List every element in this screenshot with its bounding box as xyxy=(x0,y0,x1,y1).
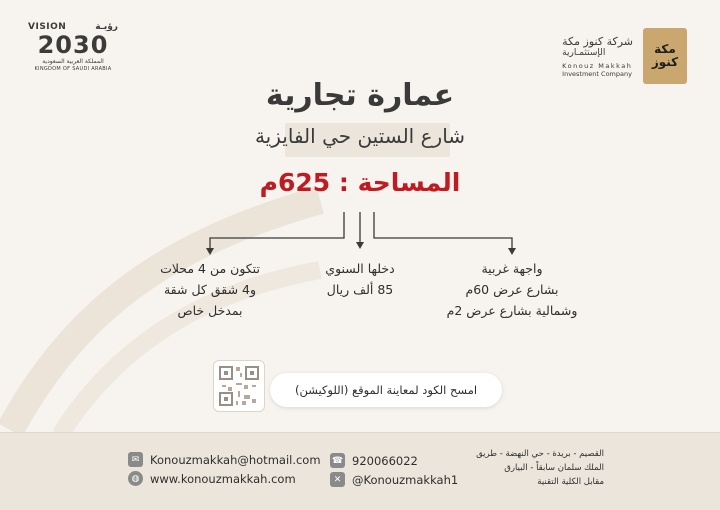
company-mark xyxy=(643,28,687,84)
email-text: Konouzmakkah@hotmail.com xyxy=(150,452,321,467)
feature-line: وشمالية بشارع عرض 2م xyxy=(446,303,578,318)
footer-website[interactable] xyxy=(128,471,296,486)
feature-line: بشارع عرض 60م xyxy=(465,282,559,297)
phone-icon: ☎ xyxy=(330,453,345,468)
feature-line: 85 ألف ريال xyxy=(326,282,394,297)
connector-lines xyxy=(0,200,720,260)
footer-phone[interactable] xyxy=(330,453,418,468)
company-name-en: Konouz Makkah xyxy=(562,61,633,70)
company-mark-line-1: مكة xyxy=(654,42,676,56)
feature-line: تتكون من 4 محلات xyxy=(160,261,260,276)
feature-line: دخلها السنوي xyxy=(325,261,395,276)
qr-code-icon xyxy=(214,361,264,411)
listing-area: المساحة : 625م xyxy=(259,168,461,197)
vision-label: VISION xyxy=(28,22,67,32)
qr-instruction: امسح الكود لمعاينة الموقع (اللوكيشن) xyxy=(270,373,502,407)
company-logo xyxy=(562,28,687,84)
feature-income xyxy=(290,258,430,300)
company-name-ar: شركة كنوز مكة xyxy=(562,34,633,48)
footer-address xyxy=(464,447,604,489)
listing-subtitle: شارع الستين حي الفايزية xyxy=(254,124,466,148)
address-line: القصيم - بريدة - حي النهضة - طريق xyxy=(476,449,604,459)
feature-line: واجهة غربية xyxy=(481,261,543,276)
address-line: مقابل الكلية التقنية xyxy=(537,477,604,487)
kingdom-ar: المملكة العربية السعودية xyxy=(42,58,104,65)
ruya-label: رؤيـة xyxy=(95,22,118,32)
feature-frontage xyxy=(432,258,592,321)
feature-line: بمدخل خاص xyxy=(177,303,243,318)
location-qr-code[interactable] xyxy=(213,360,265,412)
listing-title: عمارة تجارية xyxy=(265,78,455,113)
address-line: الملك سلمان سابقاً - البيارق xyxy=(504,463,604,473)
feature-line: و4 شقق كل شقة xyxy=(163,282,257,297)
company-mark-line-2: كنوز xyxy=(651,55,679,69)
footer-twitter[interactable] xyxy=(330,472,458,487)
website-text: www.konouzmakkah.com xyxy=(150,471,296,486)
twitter-text: @Konouzmakkah1 xyxy=(352,472,459,487)
vision-2030-logo xyxy=(28,22,118,73)
footer-email[interactable] xyxy=(128,452,321,467)
company-name-ar-2: الإستثمـارية xyxy=(562,47,606,58)
vision-year: 2030 xyxy=(37,31,109,59)
company-tagline-en: Investment Company xyxy=(562,69,632,78)
phone-text: 920066022 xyxy=(352,453,418,468)
email-icon: ✉ xyxy=(128,452,143,467)
x-icon: ✕ xyxy=(330,472,345,487)
globe-icon: ◍ xyxy=(128,471,143,486)
footer xyxy=(0,432,720,510)
kingdom-en: KINGDOM OF SAUDI ARABIA xyxy=(34,66,112,72)
feature-units xyxy=(140,258,280,321)
